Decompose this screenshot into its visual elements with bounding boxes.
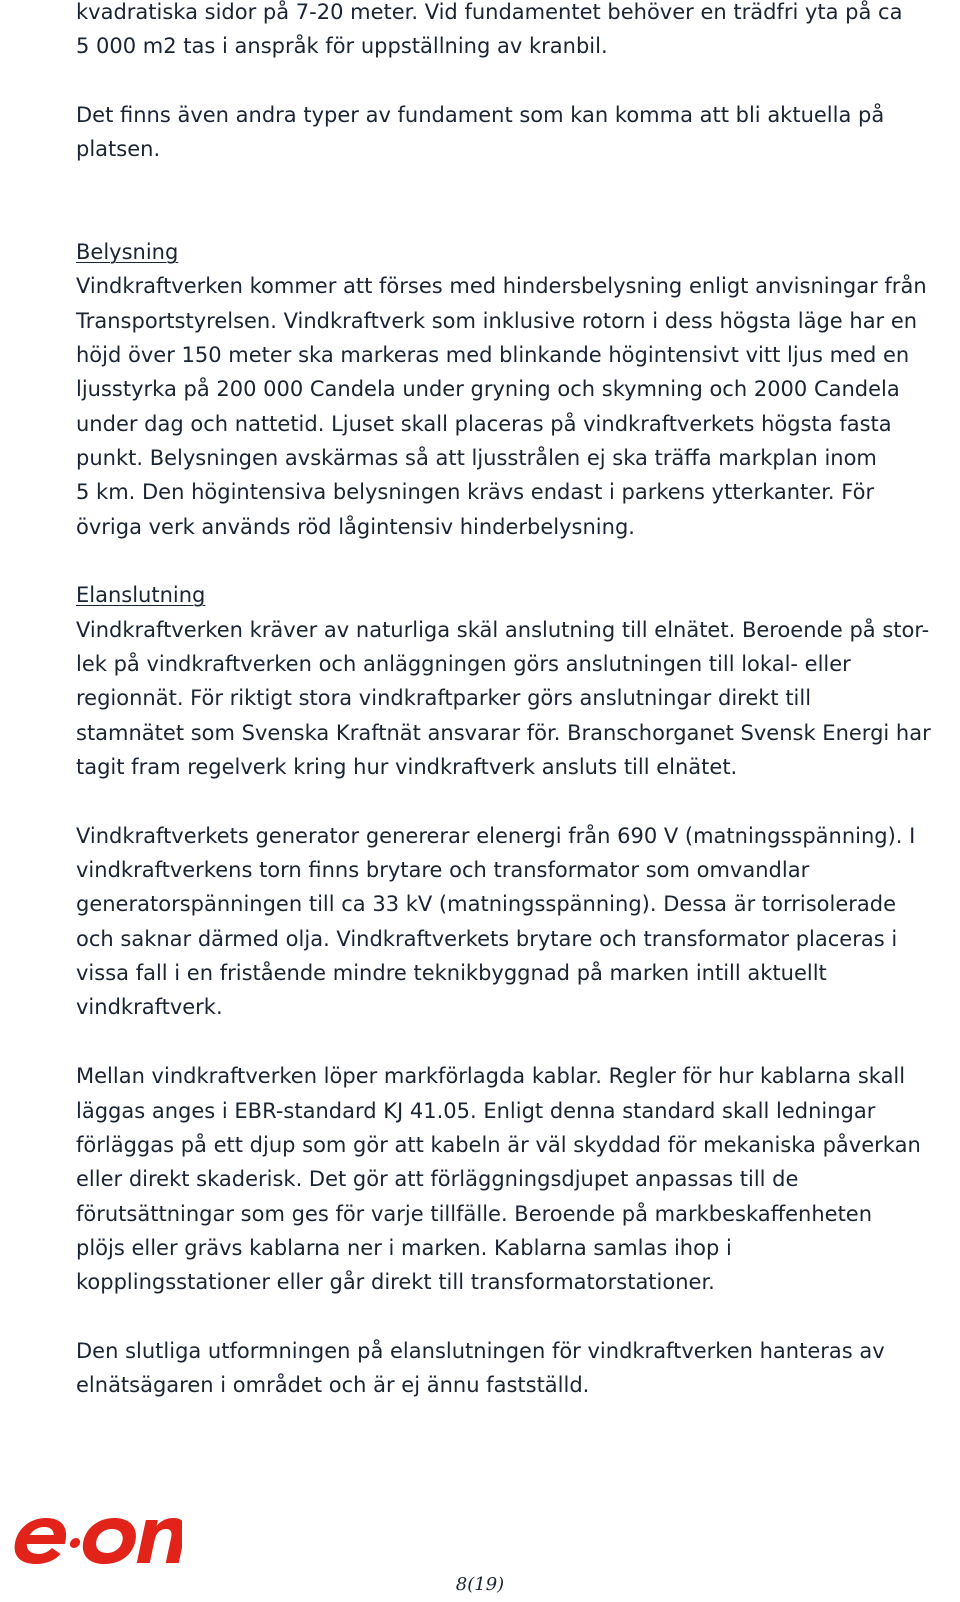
paragraph-line: vissa fall i en fristående mindre teknikbyggnad på marken intill aktuellt [76, 961, 827, 985]
paragraph-line: 5 000 m2 tas i anspråk för uppställning av kranbil. [76, 34, 608, 58]
paragraph-line: övriga verk används röd lågintensiv hinderbelysning. [76, 515, 635, 539]
paragraph-line: generatorspänningen till ca 33 kV (matningsspänning). Dessa är torrisolerade [76, 892, 896, 916]
paragraph-line: regionnät. För riktigt stora vindkraftparker görs anslutningar direkt till [76, 686, 812, 710]
paragraph-line: vindkraftverkens torn finns brytare och transformator som omvandlar [76, 858, 810, 882]
paragraph-line: Vindkraftverkets generator genererar elenergi från 690 V (matningsspänning). I [76, 824, 916, 848]
paragraph-line: kvadratiska sidor på 7-20 meter. Vid fundamentet behöver en trädfri yta på ca [76, 0, 903, 24]
paragraph-line: plöjs eller grävs kablarna ner i marken. Kablarna samlas ihop i [76, 1236, 732, 1260]
paragraph-line: vindkraftverk. [76, 995, 223, 1019]
paragraph-line: 5 km. Den högintensiva belysningen krävs endast i parkens ytterkanter. För [76, 480, 875, 504]
section-heading-elanslutning: Elanslutning [76, 583, 206, 607]
paragraph-line: lek på vindkraftverken och anläggningen görs anslutningen till lokal- eller [76, 652, 851, 676]
paragraph-line: under dag och nattetid. Ljuset skall placeras på vindkraftverkets högsta fasta [76, 412, 892, 436]
paragraph-line: Vindkraftverken kommer att förses med hindersbelysning enligt anvisningar från [76, 274, 927, 298]
eon-logo [6, 1510, 182, 1566]
section-heading-belysning: Belysning [76, 240, 179, 264]
paragraph-line: Transportstyrelsen. Vindkraftverk som inklusive rotorn i dess högsta läge har en [76, 309, 918, 333]
paragraph-line: kopplingsstationer eller går direkt till transformatorstationer. [76, 1270, 715, 1294]
paragraph-line: eller direkt skaderisk. Det gör att förläggningsdjupet anpassas till de [76, 1167, 799, 1191]
paragraph-line: Vindkraftverken kräver av naturliga skäl anslutning till elnätet. Beroende på stor- [76, 618, 930, 642]
paragraph-line: och saknar därmed olja. Vindkraftverkets brytare och transformator placeras i [76, 927, 898, 951]
paragraph-line: Mellan vindkraftverken löper markförlagda kablar. Regler för hur kablarna skall [76, 1064, 906, 1088]
paragraph-line: läggas anges i EBR-standard KJ 41.05. Enligt denna standard skall ledningar [76, 1099, 876, 1123]
paragraph-line: Den slutliga utformningen på elanslutningen för vindkraftverken hanteras av [76, 1339, 885, 1363]
paragraph-line: stamnätet som Svenska Kraftnät ansvarar för. Branschorganet Svensk Energi har [76, 721, 931, 745]
paragraph-line: elnätsägaren i området och är ej ännu fastställd. [76, 1373, 590, 1397]
paragraph-line: Det finns även andra typer av fundament som kan komma att bli aktuella på [76, 103, 885, 127]
paragraph-line: ljusstyrka på 200 000 Candela under gryning och skymning och 2000 Candela [76, 377, 900, 401]
paragraph-line: förutsättningar som ges för varje tillfälle. Beroende på markbeskaffenheten [76, 1202, 873, 1226]
paragraph-line: höjd över 150 meter ska markeras med blinkande högintensivt vitt ljus med en [76, 343, 910, 367]
paragraph-line: punkt. Belysningen avskärmas så att ljusstrålen ej ska träffa markplan inom [76, 446, 877, 470]
paragraph-line: förläggas på ett djup som gör att kabeln är väl skyddad för mekaniska påverkan [76, 1133, 921, 1157]
paragraph-line: platsen. [76, 137, 161, 161]
paragraph-line: tagit fram regelverk kring hur vindkraftverk ansluts till elnätet. [76, 755, 738, 779]
page-number: 8(19) [455, 1574, 505, 1595]
